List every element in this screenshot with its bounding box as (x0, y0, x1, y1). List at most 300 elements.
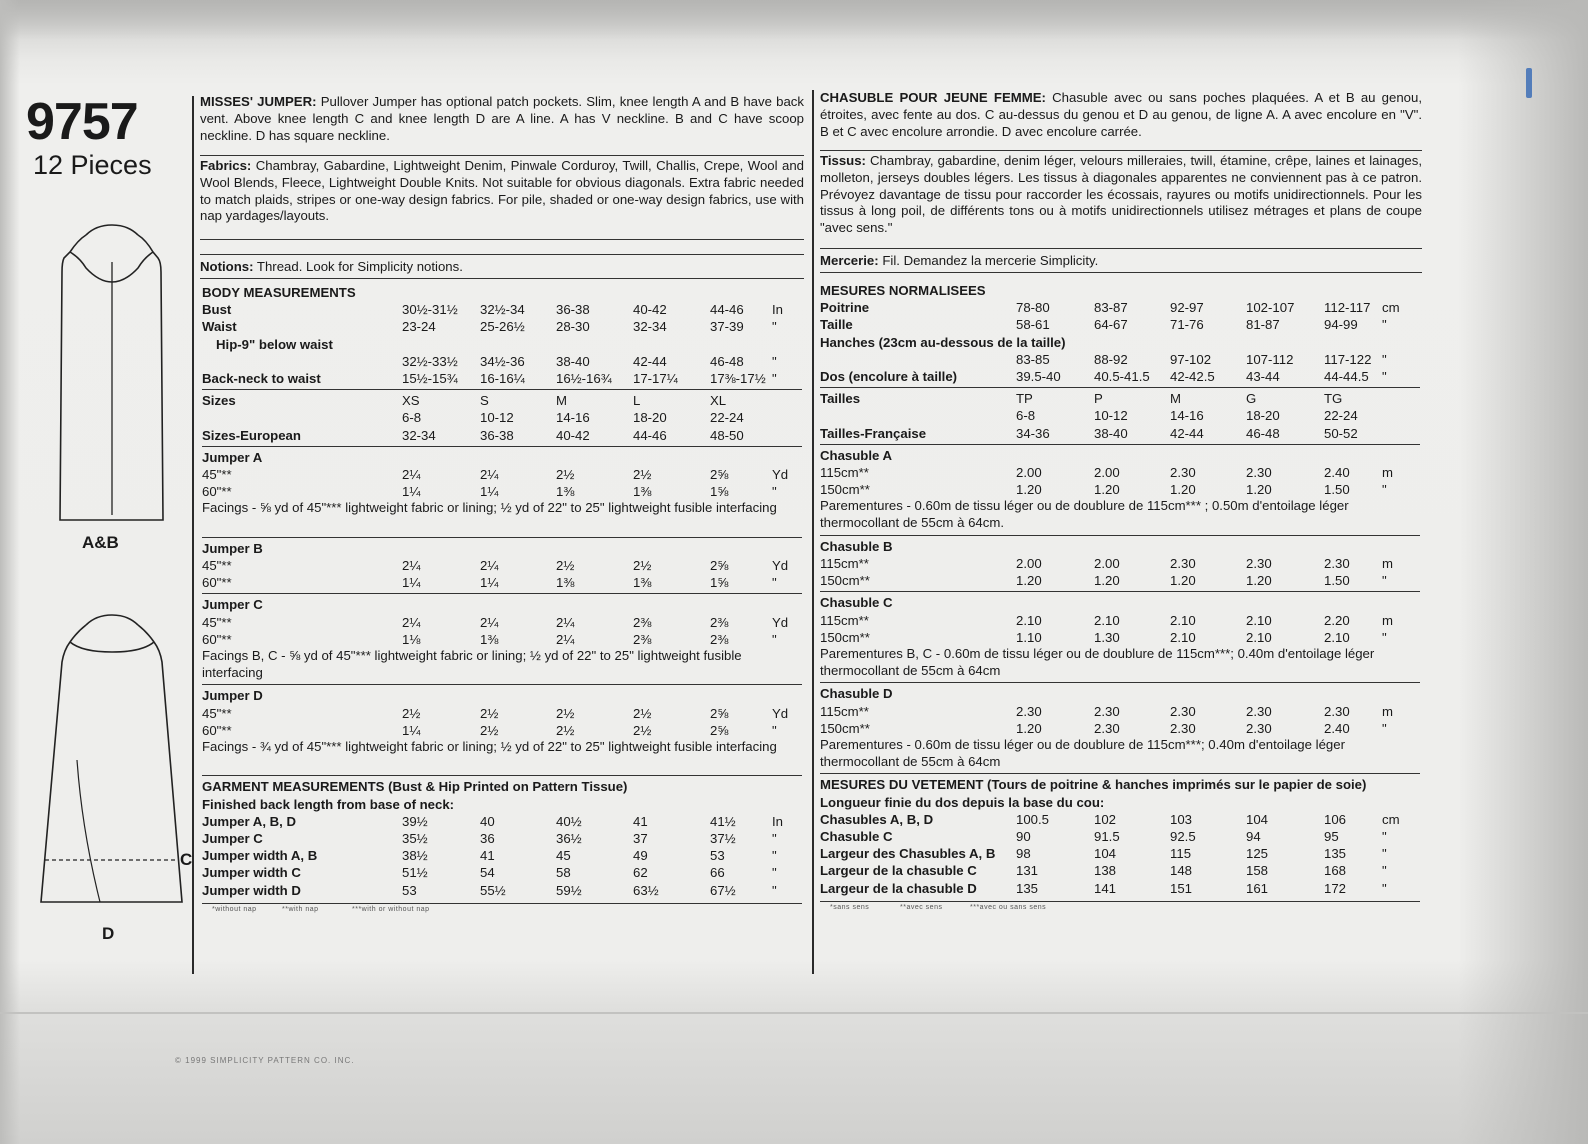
yardage-value: 2.10 (1170, 629, 1196, 645)
yardage-value: 1⅜ (633, 575, 652, 591)
garment-measurement-value: 95 (1324, 829, 1339, 844)
yardage-value: 2½ (633, 467, 652, 482)
measurement-unit: " (1382, 351, 1387, 367)
yardage-value: 2½ (556, 467, 575, 482)
paper-crease (0, 1012, 1588, 1014)
measurement-value: 107-112 (1246, 351, 1294, 367)
yardage-value: 2¼ (402, 558, 421, 573)
jumper-sketches (0, 0, 200, 960)
measurement-value: 42-44 (633, 353, 667, 369)
french-description: CHASUBLE POUR JEUNE FEMME: Chasuble avec ou sans poches plaquées. A et B au genou, étroites, avec fente au dos. C au-dessus du genou et D au genou, de ligne A. A avec encolure en "V". B et C avec encolure arrondie. D avec encolure carrée. (820, 90, 1423, 139)
size-regional: 36-38 (480, 427, 514, 443)
size-regional: 40-42 (556, 427, 590, 443)
measurement-value: 25-26½ (480, 319, 525, 335)
measurement-value: 38-40 (556, 353, 590, 369)
yardage-unit: " (1382, 482, 1387, 498)
shadow (0, 0, 1588, 40)
garment-measurement-value: 37 (633, 831, 648, 846)
size-letter: G (1246, 391, 1257, 407)
size-regional: 48-50 (710, 427, 744, 443)
measurement-value: 32½-34 (480, 302, 525, 318)
yardage-value: 1.20 (1094, 573, 1120, 589)
yardage-view-label: Jumper A (202, 449, 263, 465)
yardage-value: 1.10 (1016, 629, 1042, 645)
fabric-width: 150cm** (820, 482, 870, 498)
section-divider (202, 537, 802, 538)
measurement-label: Hanches (23cm au-dessous de la taille) (820, 334, 1066, 350)
yardage-value: 2.40 (1324, 720, 1350, 736)
garment-measurement-value: 91.5 (1094, 829, 1120, 844)
measurement-unit: In (772, 302, 783, 318)
garment-measurement-value: 168 (1324, 863, 1347, 879)
garment-measurement-value: 59½ (556, 882, 582, 898)
yardage-unit: m (1382, 612, 1393, 628)
footnote: **with nap (282, 905, 319, 913)
measurement-label: Taille (820, 317, 853, 333)
garment-measurement-value: 148 (1170, 863, 1193, 879)
garment-measurement-value: 41 (633, 813, 648, 829)
yardage-view-label: Chasuble C (820, 595, 893, 611)
section-divider (820, 901, 1420, 902)
section-divider (820, 444, 1420, 445)
footnote: ***with or without nap (352, 905, 430, 913)
size-regional: 44-46 (633, 427, 667, 443)
size-letter: P (1094, 391, 1103, 407)
yardage-value: 1⅜ (556, 575, 575, 591)
yardage-value: 2.10 (1094, 612, 1120, 628)
yardage-value: 2.30 (1016, 703, 1042, 719)
size-regional: 38-40 (1094, 425, 1128, 441)
yardage-value: 1.30 (1094, 629, 1120, 645)
facings-note: Parementures B, C - 0.60m de tissu léger ou de doublure de 115cm***; 0.40m d'entoilage léger thermocollant de 55cm à 64cm (820, 646, 1375, 678)
garment-measurement-label: Chasuble C (820, 829, 893, 844)
size-letter: XL (710, 393, 727, 409)
yardage-value: 2¼ (556, 631, 575, 647)
garment-measurement-value: 92.5 (1170, 829, 1196, 844)
yardage-unit: Yd (772, 558, 789, 573)
yardage-value: 2.30 (1324, 703, 1350, 719)
size-letter: M (1170, 391, 1181, 407)
garment-measurement-label: Largeur de la chasuble C (820, 863, 977, 879)
section-divider (820, 773, 1420, 774)
yardage-value: 2.30 (1170, 720, 1196, 736)
garment-measurement-value: 100.5 (1016, 811, 1050, 827)
yardage-value: 2.10 (1246, 629, 1272, 645)
size-number: 22-24 (710, 410, 744, 426)
yardage-value: 2.10 (1246, 612, 1272, 628)
measurement-value: 78-80 (1016, 300, 1050, 316)
garment-measurement-value: 138 (1094, 863, 1117, 879)
yardage-value: 1¼ (402, 722, 421, 738)
yardage-view-label: Chasuble D (820, 686, 893, 702)
measurement-value: 23-24 (402, 319, 436, 335)
body-measurements-title: BODY MEASUREMENTS (202, 285, 356, 300)
yardage-value: 2.10 (1324, 629, 1350, 645)
size-letter: L (633, 393, 641, 409)
size-number: 18-20 (1246, 408, 1280, 424)
yardage-value: 2½ (556, 705, 575, 721)
garment-measurement-value: 37½ (710, 831, 736, 846)
garment-measurement-value: 104 (1094, 846, 1117, 862)
size-number: 18-20 (633, 410, 667, 426)
size-number: 6-8 (1016, 408, 1036, 424)
size-letter: TG (1324, 391, 1343, 407)
yardage-value: 2.30 (1324, 556, 1350, 571)
yardage-value: 2½ (633, 722, 652, 738)
yardage-value: 2.00 (1016, 465, 1042, 480)
section-divider (202, 903, 802, 904)
garment-measurement-value: 151 (1170, 880, 1193, 896)
yardage-value: 2½ (480, 722, 499, 738)
measurement-unit: " (772, 371, 777, 386)
garment-measurement-value: 35½ (402, 831, 428, 846)
fabric-width: 150cm** (820, 573, 870, 589)
fabric-width: 60"** (202, 575, 232, 591)
facings-note: Facings - ⅝ yd of 45"*** lightweight fabric or lining; ½ yd of 22" to 25" lightweight fusible interfacing (202, 500, 777, 516)
garment-measurement-value: 39½ (402, 813, 428, 829)
garment-measurement-value: 67½ (710, 882, 736, 898)
yardage-value: 1⅛ (402, 631, 421, 647)
footnote: *sans sens (830, 903, 870, 911)
garment-measurement-value: 38½ (402, 848, 428, 864)
garment-measurements-title: MESURES DU VETEMENT (Tours de poitrine & hanches imprimés sur le papier de soie) (820, 777, 1367, 793)
yardage-value: 2¼ (556, 614, 575, 630)
yardage-value: 2.30 (1246, 720, 1272, 736)
yardage-value: 2.00 (1094, 465, 1120, 480)
measurement-unit: " (1382, 369, 1387, 384)
yardage-value: 2¼ (480, 614, 499, 630)
yardage-value: 2¼ (402, 614, 421, 630)
measurement-value: 40-42 (633, 302, 667, 318)
garment-measurement-unit: " (772, 848, 777, 864)
yardage-value: 2⅝ (710, 705, 729, 721)
size-regional: 32-34 (402, 427, 436, 443)
measurement-value: 37-39 (710, 319, 744, 335)
garment-measurement-value: 63½ (633, 882, 659, 898)
garment-measurement-unit: " (772, 831, 777, 846)
yardage-value: 2.30 (1246, 556, 1272, 571)
english-notions: Notions: Thread. Look for Simplicity notions. (200, 259, 463, 274)
english-description: MISSES' JUMPER: Pullover Jumper has optional patch pockets. Slim, knee length A and B have back vent. Above knee length C and knee length D are A line. A has V neckline. B and C have scoop neckline. D has square neckline. (200, 94, 804, 143)
yardage-value: 1⅝ (710, 484, 729, 500)
yardage-unit: m (1382, 465, 1393, 480)
yardage-unit: " (772, 722, 777, 738)
yardage-value: 2.30 (1170, 465, 1196, 480)
yardage-value: 2⅝ (710, 467, 729, 482)
garment-measurement-value: 36½ (556, 831, 582, 846)
measurement-value: 46-48 (710, 353, 744, 369)
garment-measurement-value: 104 (1246, 811, 1269, 827)
measurement-value: 43-44 (1246, 369, 1280, 384)
garment-measurement-unit: " (772, 882, 777, 898)
yardage-view-label: Jumper D (202, 688, 263, 704)
measurement-label: Back-neck to waist (202, 371, 321, 386)
yardage-value: 2.10 (1170, 612, 1196, 628)
column-rule (192, 96, 194, 974)
garment-measurement-label: Jumper width A, B (202, 848, 318, 864)
garment-measurement-value: 58 (556, 865, 571, 881)
garment-measurement-label: Largeur des Chasubles A, B (820, 846, 996, 862)
garment-measurement-value: 51½ (402, 865, 428, 881)
garment-measurement-value: 158 (1246, 863, 1269, 879)
measurement-value: 81-87 (1246, 317, 1280, 333)
garment-measurement-value: 40 (480, 813, 495, 829)
size-number: 14-16 (556, 410, 590, 426)
view-label-c: C (180, 850, 193, 869)
measurement-value: 40.5-41.5 (1094, 369, 1150, 384)
column-rule (812, 90, 814, 974)
yardage-value: 2.20 (1324, 612, 1350, 628)
garment-measurement-unit: " (1382, 880, 1387, 896)
garment-measurement-value: 103 (1170, 811, 1193, 827)
garment-measurement-value: 41 (480, 848, 495, 864)
facings-note: Parementures - 0.60m de tissu léger ou de doublure de 115cm*** ; 0.50m d'entoilage léger thermocollant de 55cm à 64cm. (820, 498, 1349, 531)
garment-measurement-value: 45 (556, 848, 571, 864)
yardage-value: 2½ (402, 705, 421, 721)
yardage-value: 2⅝ (710, 558, 729, 573)
section-divider (202, 389, 802, 390)
yardage-value: 1⅝ (710, 575, 729, 591)
yardage-value: 2½ (556, 558, 575, 573)
measurement-value: 28-30 (556, 319, 590, 335)
measurement-value: 16½-16¾ (556, 371, 612, 386)
yardage-value: 1¼ (480, 484, 499, 500)
measurement-value: 112-117 (1324, 300, 1371, 316)
english-fabrics: Fabrics: Chambray, Gabardine, Lightweight Denim, Pinwale Corduroy, Twill, Challis, Crepe, Wool and Wool Blends, Fleece, Lightweight Double Knits. Not suitable for obvious diagonals. Extra fabric needed to match plaids, stripes or one-way design fabrics. For pile, shaded or one-way design fabrics, use with nap yardages/layouts. (200, 158, 804, 224)
copyright: © 1999 SIMPLICITY PATTERN CO. INC. (175, 1056, 355, 1065)
yardage-value: 2.10 (1016, 612, 1042, 628)
section-divider (202, 446, 802, 447)
blue-mark (1526, 68, 1532, 98)
yardage-value: 2⅜ (710, 614, 729, 630)
measurement-value: 83-87 (1094, 300, 1128, 316)
fabric-width: 45"** (202, 467, 232, 482)
garment-measurement-value: 141 (1094, 880, 1117, 896)
yardage-value: 1.50 (1324, 573, 1350, 589)
yardage-value: 1.20 (1170, 573, 1196, 589)
yardage-value: 2.30 (1170, 703, 1196, 719)
garment-measurement-value: 161 (1246, 880, 1269, 896)
yardage-value: 2⅜ (710, 631, 729, 647)
english-title: MISSES' JUMPER: (200, 94, 317, 109)
measurement-value: 16-16¼ (480, 371, 525, 386)
measurement-label: Poitrine (820, 300, 870, 316)
yardage-value: 1.50 (1324, 482, 1350, 498)
yardage-value: 2.00 (1094, 556, 1120, 571)
garment-measurement-value: 106 (1324, 811, 1347, 827)
section-divider (820, 387, 1420, 388)
measurement-label: Waist (202, 319, 237, 335)
sizes-regional-label: Sizes-European (202, 427, 301, 443)
size-letter: S (480, 393, 489, 409)
yardage-value: 2.30 (1170, 556, 1196, 571)
measurement-value: 44-46 (710, 302, 744, 318)
sizes-regional-label: Tailles-Française (820, 425, 927, 441)
fabric-width: 60"** (202, 722, 232, 738)
fabric-width: 115cm** (820, 612, 869, 628)
fabric-width: 45"** (202, 614, 232, 630)
measurement-value: 88-92 (1094, 351, 1128, 367)
size-letter: XS (402, 393, 420, 409)
section-divider (820, 591, 1420, 592)
measurement-value: 64-67 (1094, 317, 1128, 333)
fabric-width: 115cm** (820, 703, 869, 719)
section-divider (820, 535, 1420, 536)
yardage-value: 1.20 (1016, 482, 1042, 498)
yardage-unit: m (1382, 556, 1393, 571)
fabric-width: 115cm** (820, 465, 869, 480)
yardage-value: 2½ (556, 722, 575, 738)
yardage-value: 2⅜ (633, 631, 652, 647)
garment-measurement-value: 53 (402, 882, 417, 898)
facings-note: Facings - ¾ yd of 45"*** lightweight fabric or lining; ½ yd of 22" to 25" lightweight fusible interfacing (202, 739, 777, 754)
measurement-value: 30½-31½ (402, 302, 458, 318)
garment-measurement-value: 135 (1016, 880, 1039, 896)
measurement-value: 83-85 (1016, 351, 1050, 367)
garment-measurement-value: 94 (1246, 829, 1261, 844)
sizes-label: Tailles (820, 391, 861, 407)
measurement-value: 58-61 (1016, 317, 1050, 333)
garment-measurement-label: Chasubles A, B, D (820, 811, 934, 827)
footnote: *without nap (212, 905, 257, 913)
size-regional: 42-44 (1170, 425, 1204, 441)
measurement-label: Bust (202, 302, 232, 318)
fabric-width: 115cm** (820, 556, 869, 571)
pattern-number: 9757 (26, 93, 138, 151)
yardage-value: 2⅝ (710, 722, 729, 738)
size-regional: 50-52 (1324, 425, 1358, 441)
yardage-view-label: Chasuble A (820, 447, 893, 463)
yardage-view-label: Chasuble B (820, 538, 893, 554)
fabric-width: 150cm** (820, 629, 870, 645)
garment-measurement-value: 36 (480, 831, 495, 846)
footnote: ***avec ou sans sens (970, 903, 1047, 911)
garment-measurement-value: 98 (1016, 846, 1031, 862)
yardage-unit: " (772, 631, 777, 647)
yardage-value: 2½ (633, 558, 652, 573)
size-number: 22-24 (1324, 408, 1358, 424)
garment-measurement-unit: " (1382, 829, 1387, 844)
garment-measurement-unit: cm (1382, 811, 1400, 827)
measurement-value: 17⅜-17½ (710, 371, 766, 386)
size-regional: 34-36 (1016, 425, 1050, 441)
garment-measurement-value: 66 (710, 865, 725, 881)
yardage-value: 2.30 (1094, 720, 1120, 736)
garment-measurement-value: 172 (1324, 880, 1347, 896)
fabric-width: 150cm** (820, 720, 870, 736)
yardage-value: 2.40 (1324, 465, 1350, 480)
french-fabrics: Tissus: Chambray, gabardine, denim léger, velours milleraies, twill, étamine, crêpe, laines et lainages, molleton, jerseys doubles légers. Les tissus à diagonales apparentes ne conviennent pas à ce patron. Prévoyez davantage de tissu pour raccorder les écossais, rayures ou motifs unidirectionnels. Pour les tissus à long poil, de différents tons ou à motifs unidirectionnels utilisez métrages et plans de coupe "avec sens." (820, 153, 1422, 236)
garment-measurement-value: 53 (710, 848, 725, 864)
size-number: 10-12 (480, 410, 514, 426)
garment-measurement-label: Largeur de la chasuble D (820, 880, 977, 896)
measurement-value: 117-122 (1324, 351, 1372, 367)
yardage-view-label: Jumper B (202, 540, 263, 556)
yardage-view-label: Jumper C (202, 597, 263, 613)
measurement-value: 32½-33½ (402, 353, 458, 369)
garment-measurement-label: Jumper width C (202, 865, 301, 881)
body-measurements-title: MESURES NORMALISEES (820, 283, 986, 298)
view-label-d: D (102, 924, 115, 943)
yardage-value: 2⅜ (633, 614, 652, 630)
yardage-value: 1⅜ (480, 631, 499, 647)
yardage-value: 1¼ (402, 575, 421, 591)
garment-measurement-unit: " (1382, 846, 1387, 862)
yardage-unit: " (772, 575, 777, 591)
yardage-value: 1⅜ (633, 484, 652, 500)
measurement-value: 102-107 (1246, 300, 1295, 316)
yardage-unit: Yd (772, 467, 789, 482)
garment-measurement-value: 135 (1324, 846, 1347, 862)
yardage-value: 1.20 (1246, 482, 1272, 498)
garment-measurement-value: 102 (1094, 811, 1117, 827)
view-label-ab: A&B (82, 533, 119, 552)
size-letter: M (556, 393, 567, 409)
pieces-count: 12 Pieces (33, 150, 152, 180)
shadow (1458, 0, 1588, 1144)
garment-measurements-title: GARMENT MEASUREMENTS (Bust & Hip Printed on Pattern Tissue) (202, 779, 628, 795)
facings-note: Parementures - 0.60m de tissu léger ou de doublure de 115cm***; 0.40m d'entoilage léger thermocollant de 55cm à 64cm (820, 737, 1345, 769)
yardage-unit: m (1382, 703, 1393, 719)
measurement-value: 39.5-40 (1016, 369, 1061, 384)
garment-measurement-value: 49 (633, 848, 648, 864)
garment-measurement-value: 125 (1246, 846, 1269, 862)
yardage-value: 2¼ (480, 467, 499, 482)
section-divider (202, 593, 802, 594)
yardage-value: 2.30 (1094, 703, 1120, 719)
garment-measurement-label: Jumper width D (202, 882, 301, 898)
garment-measurement-unit: " (1382, 863, 1387, 879)
yardage-value: 1.20 (1246, 573, 1272, 589)
garment-measurement-value: 54 (480, 865, 495, 881)
garment-measurement-label: Jumper C (202, 831, 263, 846)
size-number: 10-12 (1094, 408, 1128, 424)
measurement-value: 32-34 (633, 319, 667, 335)
yardage-unit: Yd (772, 705, 789, 721)
measurement-unit: " (772, 319, 777, 335)
measurement-value: 36-38 (556, 302, 590, 318)
size-number: 14-16 (1170, 408, 1204, 424)
size-letter: TP (1016, 391, 1033, 407)
yardage-value: 1.20 (1016, 720, 1042, 736)
french-title: CHASUBLE POUR JEUNE FEMME: (820, 90, 1046, 105)
measurement-label: Hip-9" below waist (216, 336, 333, 352)
yardage-unit: " (772, 484, 777, 500)
yardage-unit: " (1382, 629, 1387, 645)
garment-measurement-value: 90 (1016, 829, 1031, 844)
fabric-width: 60"** (202, 631, 232, 647)
size-number: 6-8 (402, 410, 422, 426)
garment-measurement-value: 55½ (480, 882, 506, 898)
garment-measurement-value: 115 (1170, 846, 1192, 862)
yardage-value: 2.00 (1016, 556, 1042, 571)
facings-note: Facings B, C - ⅝ yd of 45"*** lightweight fabric or lining; ½ yd of 22" to 25" lightweight fusible interfacing (202, 648, 742, 680)
french-notions: Mercerie: Fil. Demandez la mercerie Simplicity. (820, 253, 1099, 268)
yardage-unit: " (1382, 573, 1387, 589)
yardage-value: 1¼ (402, 484, 421, 500)
yardage-value: 2¼ (402, 467, 421, 482)
measurement-unit: " (1382, 317, 1387, 333)
yardage-unit: Yd (772, 614, 789, 630)
garment-subtitle: Finished back length from base of neck: (202, 796, 455, 812)
yardage-value: 2½ (633, 705, 652, 721)
measurement-label: Dos (encolure à taille) (820, 369, 958, 384)
yardage-value: 2½ (480, 705, 499, 721)
section-divider (202, 775, 802, 776)
section-divider (202, 684, 802, 685)
garment-measurement-unit: In (772, 813, 783, 829)
measurement-unit: cm (1382, 300, 1400, 316)
